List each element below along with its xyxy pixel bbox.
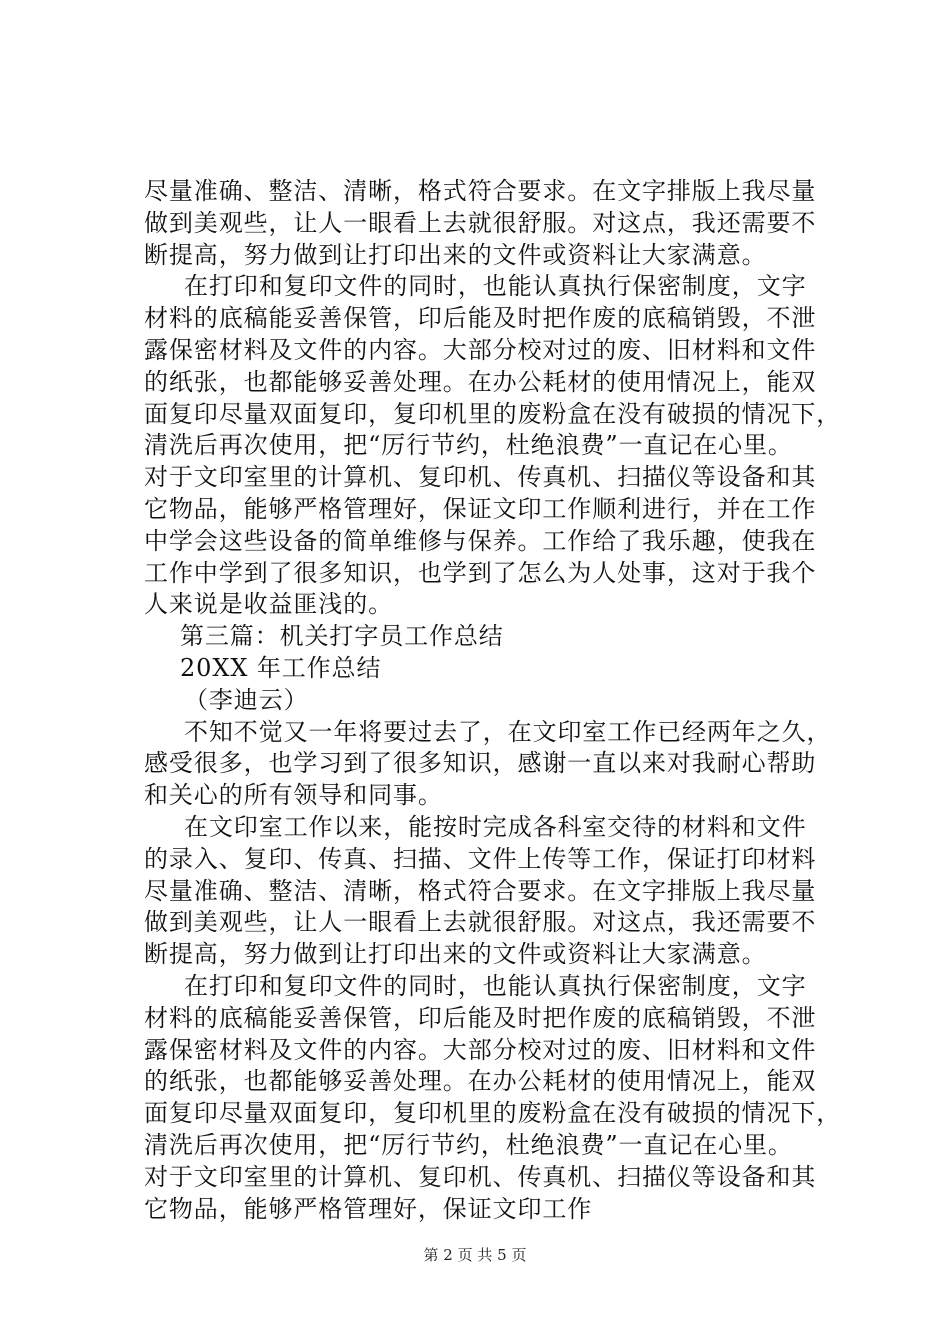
text-line: 感受很多，也学习到了很多知识，感谢一直以来对我耐心帮助 <box>144 749 817 778</box>
author-line: （李迪云） <box>184 685 309 714</box>
page-number-footer: 第 2 页 共 5 页 <box>423 1246 527 1264</box>
paragraph-start-line: 在打印和复印文件的同时，也能认真执行保密制度，文字 <box>184 971 807 1000</box>
text-line: 的纸张，也都能够妥善处理。在办公耗材的使用情况上，能双 <box>144 367 817 396</box>
document-title: 20XX 年工作总结 <box>180 653 382 682</box>
text-line: 中学会这些设备的简单维修与保养。工作给了我乐趣，使我在 <box>144 526 817 555</box>
text-line: 它物品，能够严格管理好，保证文印工作顺利进行，并在工作 <box>144 494 817 523</box>
text-line: 的纸张，也都能够妥善处理。在办公耗材的使用情况上，能双 <box>144 1067 817 1096</box>
text-line: 断提高，努力做到让打印出来的文件或资料让大家满意。 <box>144 940 767 969</box>
text-line: 做到美观些，让人一眼看上去就很舒服。对这点，我还需要不 <box>144 208 817 237</box>
text-line: 面复印尽量双面复印，复印机里的废粉盒在没有破损的情况下， <box>144 399 842 428</box>
text-line: 和关心的所有领导和同事。 <box>144 781 443 810</box>
paragraph-start-line: 在打印和复印文件的同时，也能认真执行保密制度，文字 <box>184 272 807 301</box>
text-line: 材料的底稿能妥善保管，印后能及时把作废的底稿销毁，不泄 <box>144 304 817 333</box>
document-body <box>144 176 842 1225</box>
text-line: 面复印尽量双面复印，复印机里的废粉盒在没有破损的情况下， <box>144 1099 842 1128</box>
text-line: 人来说是收益匪浅的。 <box>144 590 393 619</box>
text-line: 尽量准确、整洁、清晰，格式符合要求。在文字排版上我尽量 <box>144 177 817 205</box>
text-line: 它物品，能够严格管理好，保证文印工作 <box>144 1194 593 1223</box>
text-line: 对于文印室里的计算机、复印机、传真机、扫描仪等设备和其 <box>144 463 817 492</box>
paragraph-start-line: 在文印室工作以来，能按时完成各科室交待的材料和文件 <box>184 812 807 841</box>
text-line: 对于文印室里的计算机、复印机、传真机、扫描仪等设备和其 <box>144 1162 817 1191</box>
text-line: 的录入、复印、传真、扫描、文件上传等工作，保证打印材料 <box>144 844 817 873</box>
text-line: 露保密材料及文件的内容。大部分校对过的废、旧材料和文件 <box>144 335 817 364</box>
text-line: 断提高，努力做到让打印出来的文件或资料让大家满意。 <box>144 240 767 269</box>
text-line: 清洗后再次使用，把“厉行节约，杜绝浪费”一直记在心里。 <box>144 1130 793 1159</box>
section-heading: 第三篇：机关打字员工作总结 <box>180 622 504 651</box>
text-line: 清洗后再次使用，把“厉行节约，杜绝浪费”一直记在心里。 <box>144 431 793 460</box>
paragraph-start-line: 不知不觉又一年将要过去了，在文印室工作已经两年之久， <box>184 717 832 746</box>
text-line: 露保密材料及文件的内容。大部分校对过的废、旧材料和文件 <box>144 1035 817 1064</box>
text-line: 做到美观些，让人一眼看上去就很舒服。对这点，我还需要不 <box>144 908 817 937</box>
text-line: 材料的底稿能妥善保管，印后能及时把作废的底稿销毁，不泄 <box>144 1003 817 1032</box>
text-line: 工作中学到了很多知识，也学到了怎么为人处事，这对于我个 <box>144 558 817 587</box>
text-line: 尽量准确、整洁、清晰，格式符合要求。在文字排版上我尽量 <box>144 876 817 905</box>
